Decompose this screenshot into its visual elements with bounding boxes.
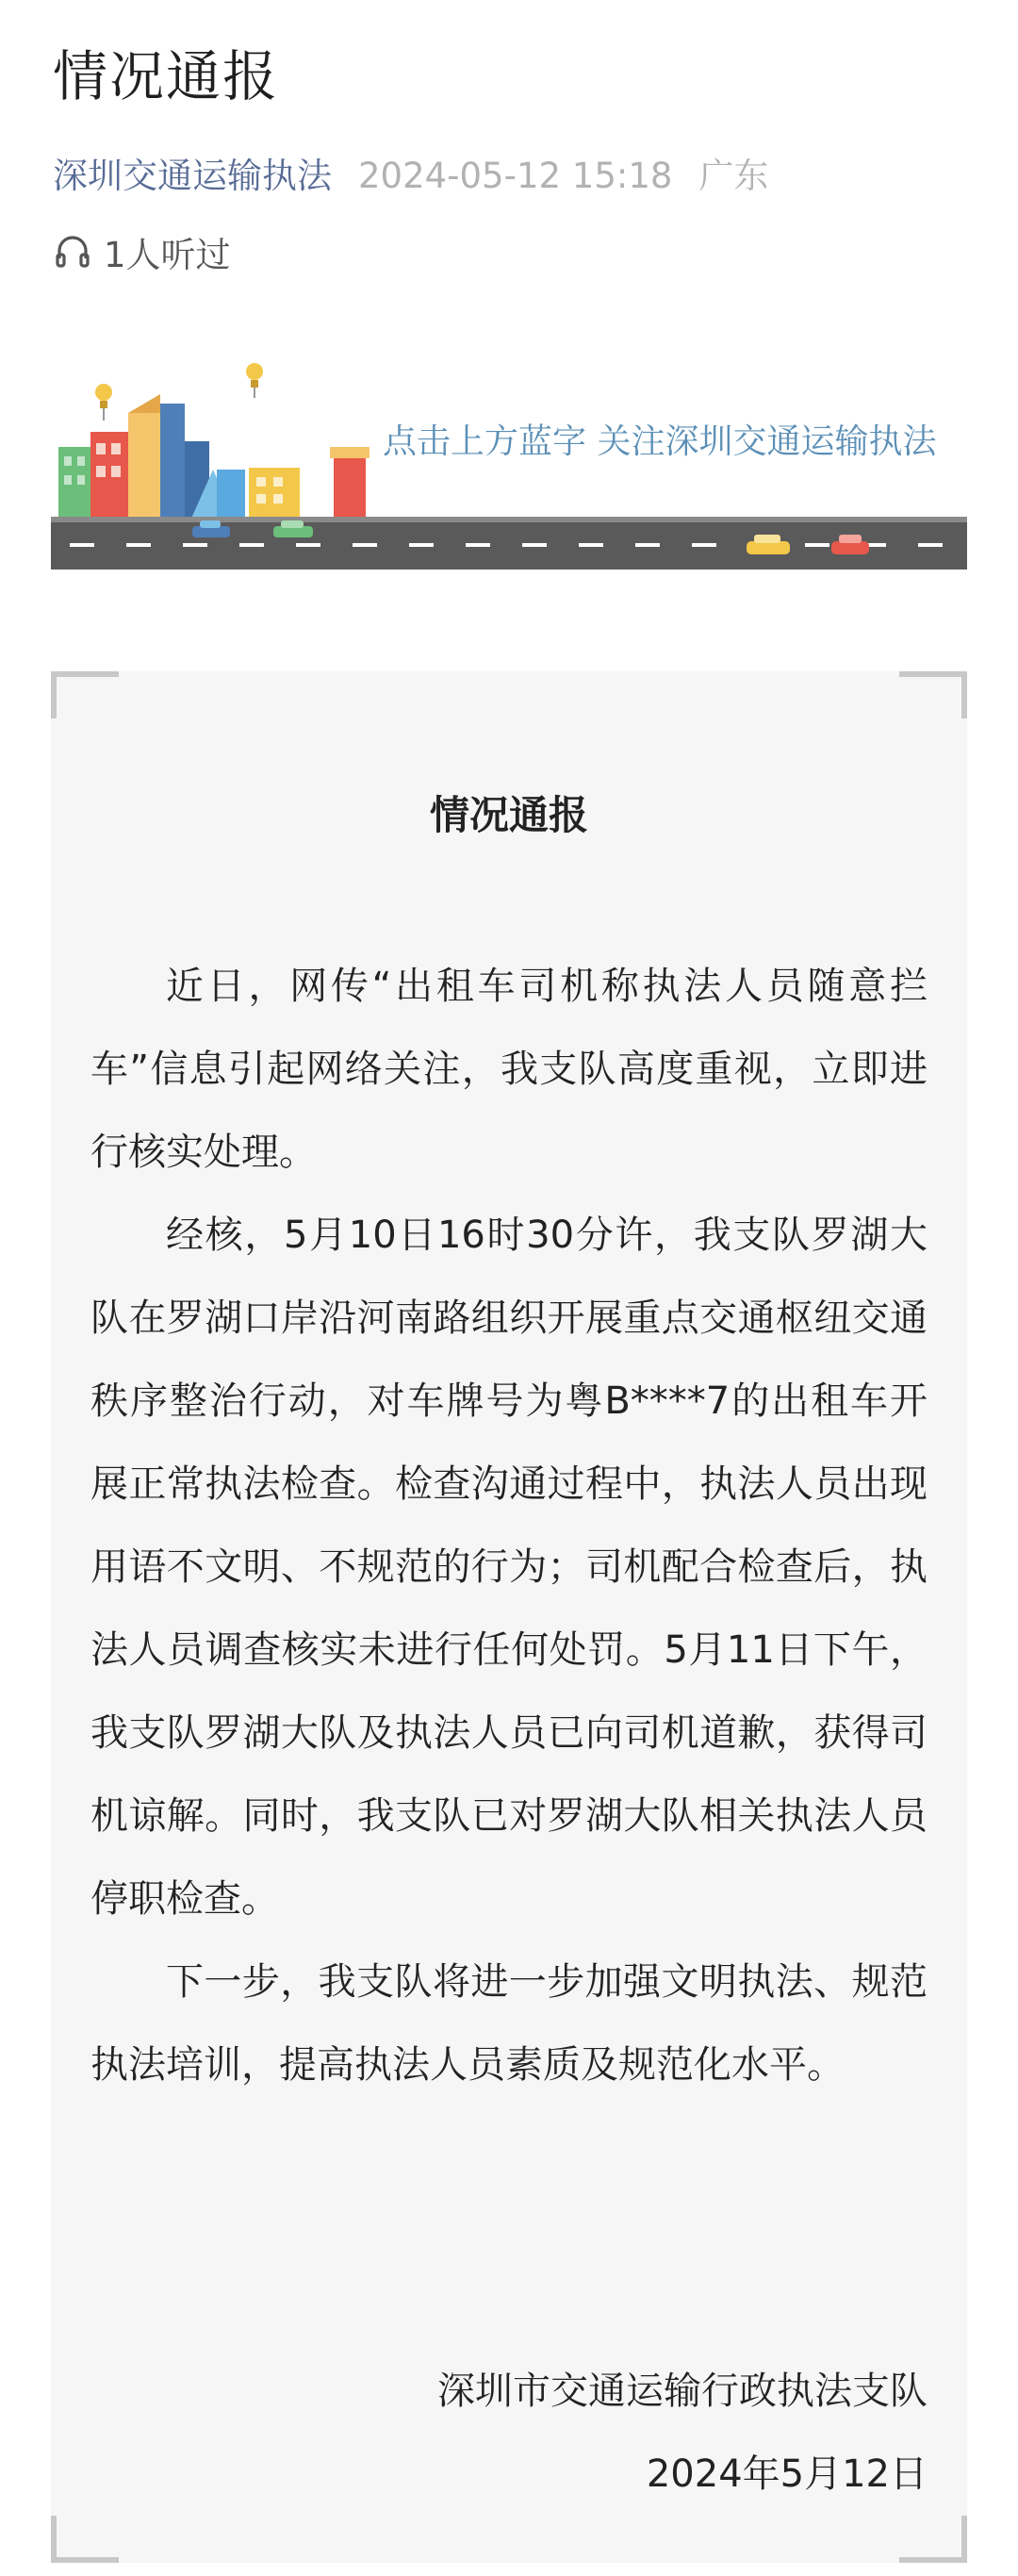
listen-count: 1人听过: [104, 235, 231, 275]
publish-date: 2024-05-12 15:18: [358, 156, 673, 196]
notice-paragraph: 经核，5月10日16时30分许，我支队罗湖大队在罗湖口岸沿河南路组织开展重点交通枢纽交通秩序整治行动，对车牌号为粤B****7的出租车开展正常执法检查。检查沟通过程中，执法人员出现用语不文明、不规范的行为；司机配合检查后，执法人员调查核实未进行任何处罚。5月11日下午，我支队罗湖大队及执法人员已向司机道歉，获得司机谅解。同时，我支队已对罗湖大队相关执法人员停职检查。: [90, 1214, 928, 1921]
headphone-icon: [53, 232, 92, 272]
article-title: 情况通报: [53, 44, 280, 108]
city-street-illustration: [51, 356, 967, 570]
notice-signature: [437, 2350, 928, 2516]
article-meta: [53, 147, 768, 198]
corner-decoration: [899, 671, 967, 718]
follow-banner[interactable]: [51, 356, 967, 570]
notice-title: 情况通报: [429, 792, 588, 838]
signature-date: 2024年5月12日: [646, 2452, 928, 2496]
corner-decoration: [51, 671, 119, 718]
account-name-link[interactable]: 深圳交通运输执法: [53, 156, 332, 196]
notice-paragraph: 下一步，我支队将进一步加强文明执法、规范执法培训，提高执法人员素质及规范化水平。: [90, 1960, 928, 2087]
notice-card: [51, 671, 967, 2563]
publish-location: 广东: [698, 156, 769, 196]
notice-paragraph: 近日，网传“出租车司机称执法人员随意拦车”信息引起网络关注，我支队高度重视，立即进行核实处理。: [90, 965, 928, 1174]
notice-body: [90, 945, 928, 2106]
banner-follow-text: 点击上方蓝字 关注深圳交通运输执法: [383, 422, 937, 461]
signature-organization: 深圳市交通运输行政执法支队: [437, 2370, 928, 2413]
corner-decoration: [899, 2516, 967, 2563]
corner-decoration: [51, 2516, 119, 2563]
listen-button[interactable]: [53, 226, 231, 277]
